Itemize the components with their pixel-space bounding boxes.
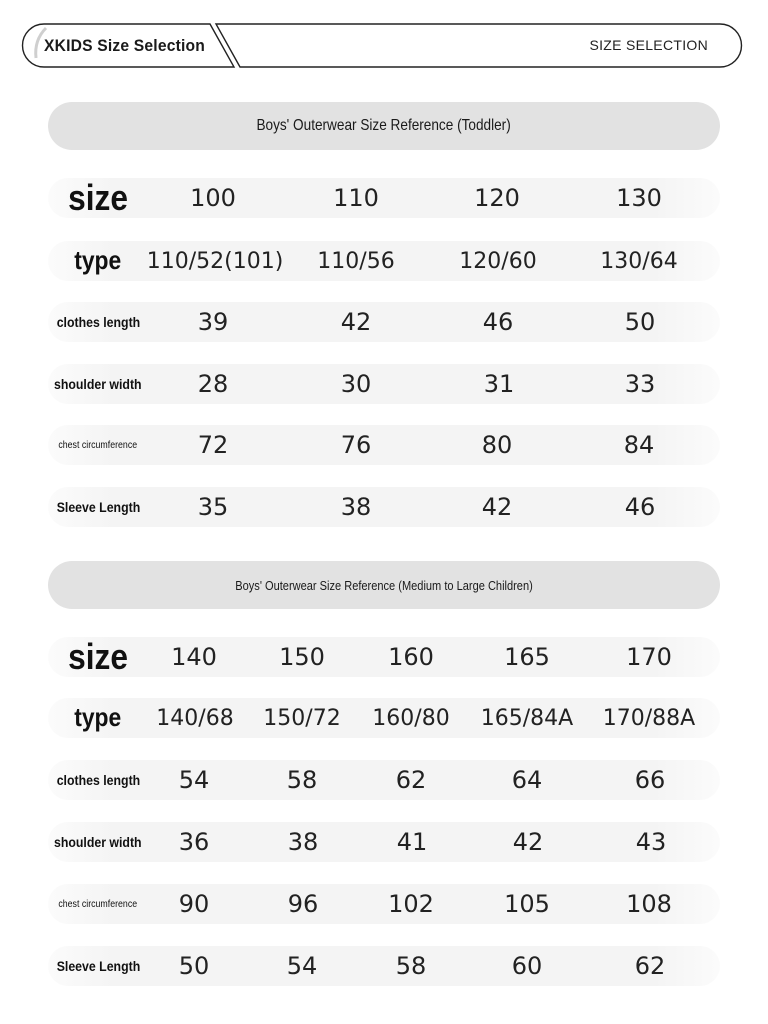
table-cell: 30: [340, 370, 372, 398]
table-row: [48, 425, 720, 465]
row-label: clothes length: [56, 313, 140, 330]
table-cell: 150/72: [263, 705, 341, 731]
table-cell: 170: [626, 643, 672, 671]
table-cell: 110: [333, 184, 379, 212]
table-cell: 42: [340, 308, 372, 336]
table-cell: 58: [286, 766, 318, 794]
table-cell: 102: [388, 890, 434, 918]
table-cell: 38: [340, 493, 372, 521]
table-cell: 62: [634, 952, 666, 980]
table-cell: 80: [481, 431, 513, 459]
table-cell: 54: [178, 766, 210, 794]
table-row: [48, 698, 720, 738]
row-label: type: [74, 245, 122, 276]
row-label: size: [68, 636, 128, 678]
table-cell: 35: [197, 493, 229, 521]
table-cell: 46: [482, 308, 514, 336]
table-title-medium-large: Boys' Outerwear Size Reference (Medium to Large Children): [48, 561, 720, 609]
table-row: [48, 884, 720, 924]
table-cell: 140/68: [156, 705, 234, 731]
table-cell: 160/80: [372, 705, 450, 731]
table-cell: 64: [511, 766, 543, 794]
table-cell: 90: [178, 890, 210, 918]
table-row: [48, 760, 720, 800]
row-label: shoulder width: [54, 833, 142, 850]
row-label: shoulder width: [54, 375, 142, 392]
table-cell: 62: [395, 766, 427, 794]
table-cell: 46: [624, 493, 656, 521]
table-cell: 50: [178, 952, 210, 980]
table-cell: 130: [616, 184, 662, 212]
table-cell: 39: [197, 308, 229, 336]
table-cell: 170/88A: [602, 705, 696, 731]
row-label: Sleeve Length: [56, 498, 140, 515]
table-row: [48, 637, 720, 677]
table-cell: 165: [504, 643, 550, 671]
table-cell: 150: [279, 643, 325, 671]
table-title-toddler: Boys' Outerwear Size Reference (Toddler): [48, 102, 720, 150]
table-row: [48, 487, 720, 527]
table-cell: 60: [511, 952, 543, 980]
table-cell: 140: [171, 643, 217, 671]
table-cell: 36: [178, 828, 210, 856]
row-label: chest circumference: [58, 898, 138, 910]
table-cell: 43: [635, 828, 667, 856]
table-cell: 66: [634, 766, 666, 794]
brand-title: XKIDS Size Selection: [44, 36, 205, 55]
table-cell: 58: [395, 952, 427, 980]
table-cell: 110/52(101): [146, 248, 284, 274]
row-label: size: [68, 177, 128, 219]
row-label: type: [74, 702, 122, 733]
table-cell: 42: [512, 828, 544, 856]
table-cell: 160: [388, 643, 434, 671]
table-row: [48, 241, 720, 281]
row-label: clothes length: [56, 771, 140, 788]
table-cell: 50: [624, 308, 656, 336]
table-cell: 96: [287, 890, 319, 918]
table-cell: 42: [481, 493, 513, 521]
table-cell: 72: [197, 431, 229, 459]
table-cell: 31: [483, 370, 515, 398]
table-cell: 76: [340, 431, 372, 459]
row-label: chest circumference: [58, 439, 138, 451]
row-label: Sleeve Length: [56, 957, 140, 974]
table-cell: 110/56: [317, 248, 395, 274]
table-cell: 130/64: [600, 248, 678, 274]
table-cell: 54: [286, 952, 318, 980]
table-cell: 165/84A: [480, 705, 574, 731]
table-cell: 100: [190, 184, 236, 212]
table-cell: 120/60: [459, 248, 537, 274]
header-tag: SIZE SELECTION: [589, 37, 708, 53]
table-cell: 38: [287, 828, 319, 856]
table-cell: 120: [474, 184, 520, 212]
table-cell: 41: [396, 828, 428, 856]
table-cell: 84: [623, 431, 655, 459]
table-cell: 105: [504, 890, 550, 918]
table-cell: 28: [197, 370, 229, 398]
table-row: [48, 822, 720, 862]
table-row: [48, 946, 720, 986]
table-row: [48, 364, 720, 404]
table-cell: 108: [626, 890, 672, 918]
table-cell: 33: [624, 370, 656, 398]
table-row: [48, 302, 720, 342]
table-row: [48, 178, 720, 218]
